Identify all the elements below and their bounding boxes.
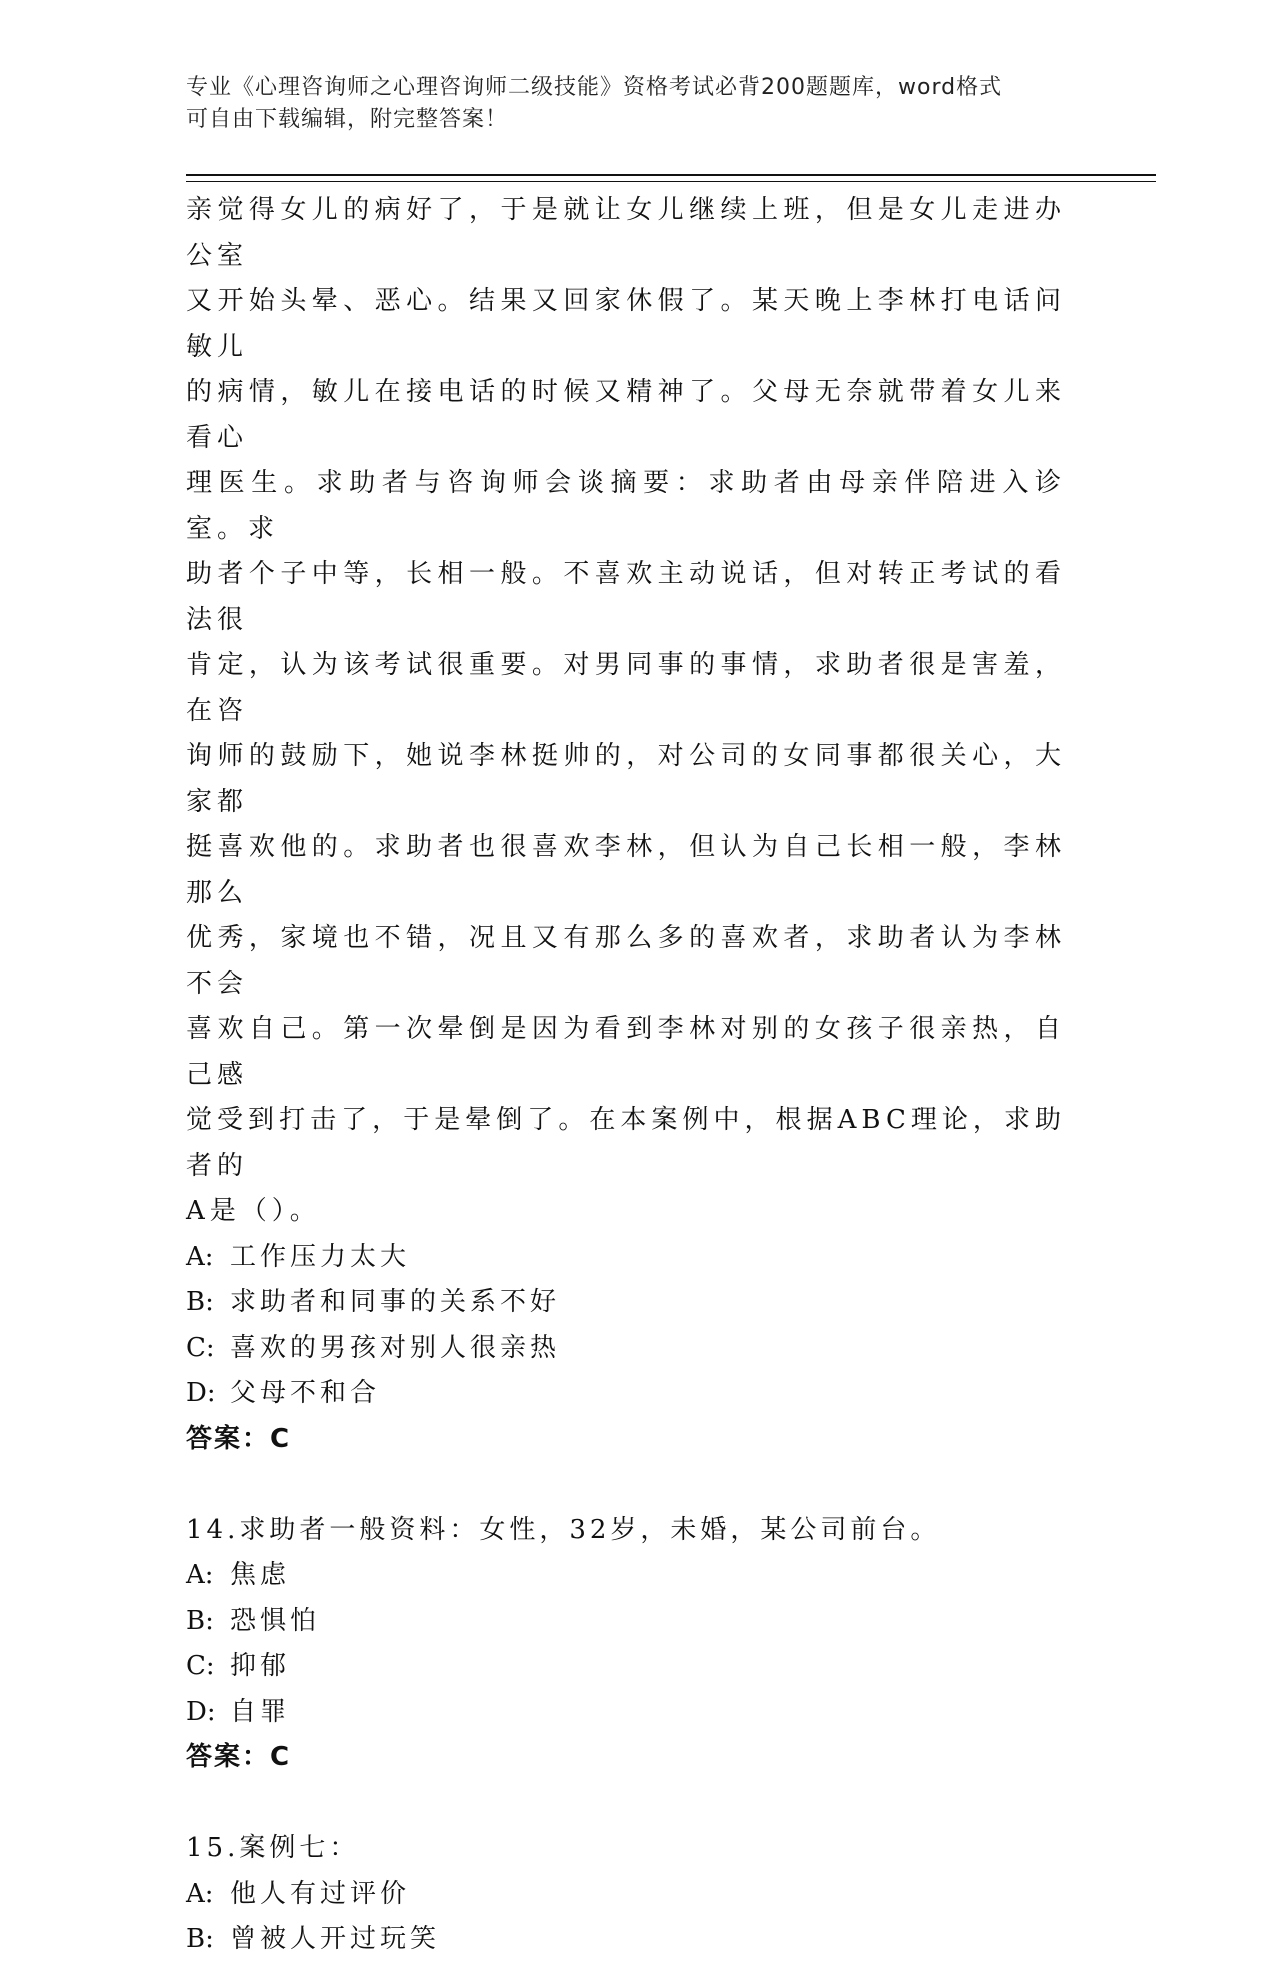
answer-label: 答案： bbox=[186, 1742, 271, 1772]
stem-line: 的病情，敏儿在接电话的时候又精神了。父母无奈就带着女儿来看心 bbox=[186, 377, 1066, 453]
option-letter: B: bbox=[186, 1924, 214, 1954]
option-a bbox=[186, 1235, 1066, 1281]
stem-line: 又开始头晕、恶心。结果又回家休假了。某天晚上李林打电话问敏儿 bbox=[186, 286, 1066, 362]
question-13 bbox=[186, 188, 1066, 1462]
answer-value: C bbox=[270, 1423, 292, 1454]
option-text: 喜欢的男孩对别人很亲热 bbox=[230, 1332, 561, 1363]
stem-line: 喜欢自己。第一次晕倒是因为看到李林对别的女孩子很亲热，自己感 bbox=[186, 1014, 1066, 1090]
option-text: 父母不和合 bbox=[230, 1378, 381, 1408]
stem-line: 询师的鼓励下，她说李林挺帅的，对公司的女同事都很关心，大家都 bbox=[186, 741, 1066, 817]
stem-line: 觉受到打击了，于是晕倒了。在本案例中，根据ABC理论，求助者的 bbox=[186, 1105, 1066, 1181]
option-letter: A: bbox=[186, 1241, 214, 1272]
option-letter: C: bbox=[186, 1332, 215, 1363]
option-letter: C: bbox=[186, 1651, 215, 1681]
option-text: 求助者和同事的关系不好 bbox=[230, 1287, 561, 1317]
header-title-line-1: 专业《心理咨询师之心理咨询师二级技能》资格考试必背200题题库，word格式 bbox=[186, 75, 1003, 100]
stem-line: 肯定，认为该考试很重要。对男同事的事情，求助者很是害羞，在咨 bbox=[186, 650, 1066, 726]
option-text: 他人有过评价 bbox=[230, 1878, 411, 1909]
question-15 bbox=[186, 1826, 1066, 1963]
answer-value: C bbox=[270, 1742, 292, 1772]
answer-line bbox=[186, 1417, 1066, 1463]
option-c bbox=[186, 1644, 1066, 1690]
answer-label: 答案： bbox=[186, 1423, 271, 1454]
option-d bbox=[186, 1371, 1066, 1417]
spacer bbox=[186, 1462, 1066, 1508]
option-a bbox=[186, 1872, 1066, 1918]
option-text: 恐惧怕 bbox=[230, 1605, 321, 1636]
stem-line: 理医生。求助者与咨询师会谈摘要：求助者由母亲伴陪进入诊室。求 bbox=[186, 468, 1066, 544]
spacer bbox=[186, 1781, 1066, 1827]
option-text: 自罪 bbox=[230, 1696, 291, 1727]
option-text: 曾被人开过玩笑 bbox=[230, 1924, 441, 1954]
header-title-line-2: 可自由下载编辑，附完整答案！ bbox=[186, 107, 509, 132]
header-divider-thin bbox=[186, 181, 1156, 182]
option-d bbox=[186, 1690, 1066, 1736]
option-letter: B: bbox=[186, 1605, 214, 1636]
option-letter: B: bbox=[186, 1287, 214, 1317]
option-text: 工作压力太大 bbox=[230, 1241, 411, 1272]
header-divider-thick bbox=[186, 174, 1156, 176]
option-c bbox=[186, 1326, 1066, 1372]
stem-line: 助者个子中等，长相一般。不喜欢主动说话，但对转正考试的看法很 bbox=[186, 559, 1066, 635]
document-body bbox=[186, 188, 1066, 1963]
option-b bbox=[186, 1917, 1066, 1963]
option-letter: A: bbox=[186, 1560, 214, 1590]
option-letter: D: bbox=[186, 1696, 216, 1727]
stem-line: 亲觉得女儿的病好了，于是就让女儿继续上班，但是女儿走进办公室 bbox=[186, 195, 1066, 271]
option-b bbox=[186, 1280, 1066, 1326]
question-14-stem: 14.求助者一般资料：女性，32岁，未婚，某公司前台。 bbox=[186, 1514, 941, 1545]
stem-line: 优秀，家境也不错，况且又有那么多的喜欢者，求助者认为李林不会 bbox=[186, 923, 1066, 999]
answer-line bbox=[186, 1735, 1066, 1781]
option-b bbox=[186, 1599, 1066, 1645]
question-13-stem bbox=[186, 188, 1066, 1235]
option-text: 抑郁 bbox=[230, 1651, 291, 1681]
question-14 bbox=[186, 1508, 1066, 1781]
option-letter: A: bbox=[186, 1878, 214, 1909]
stem-line: 挺喜欢他的。求助者也很喜欢李林，但认为自己长相一般，李林那么 bbox=[186, 832, 1066, 908]
option-letter: D: bbox=[186, 1378, 216, 1408]
option-text: 焦虑 bbox=[230, 1560, 291, 1590]
stem-line: A是（）。 bbox=[186, 1196, 321, 1226]
question-15-stem: 15.案例七： bbox=[186, 1833, 360, 1863]
option-a bbox=[186, 1553, 1066, 1599]
document-header bbox=[186, 72, 1066, 136]
